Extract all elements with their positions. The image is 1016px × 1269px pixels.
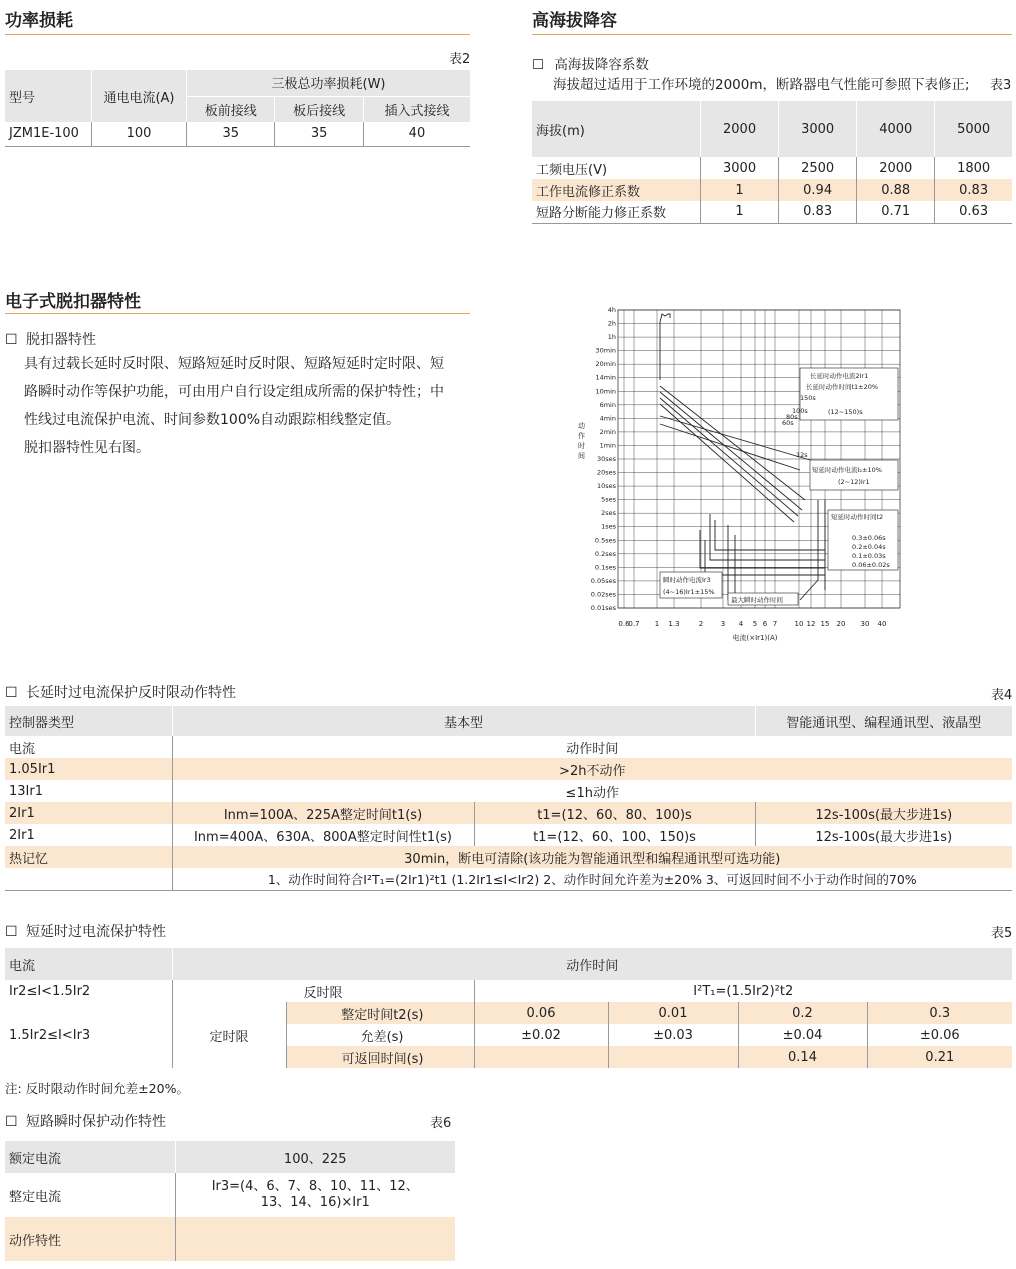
trip-curve-diagram: [560, 300, 905, 645]
x-tick-label: 15: [820, 620, 830, 628]
annotation-80s: 80s: [786, 413, 798, 421]
annotation-inst-range: (4~16)Ir1±15%: [663, 588, 715, 596]
checkbox-icon: ☐: [5, 685, 18, 701]
checkbox-icon: ☐: [5, 1114, 18, 1130]
header-plug: 插入式接线: [363, 96, 470, 122]
annotation-long-current: 长延时动作电流2Ir1: [810, 372, 869, 380]
x-tick-label: 12: [806, 620, 816, 628]
x-tick-label: 7: [772, 620, 778, 628]
y-tick-label: 0.2ses: [594, 549, 616, 558]
table-row: JZM1E-100 100 35 35 40: [5, 122, 470, 146]
y-tick-labels: [591, 306, 617, 612]
subtitle-long-delay: ☐ 长延时过电流保护反时限动作特性: [5, 685, 237, 701]
x-tick-label: 1: [654, 620, 660, 628]
table-row: 可返回时间(s) 0.14 0.21: [5, 1046, 1012, 1068]
checkbox-icon: ☐: [5, 924, 18, 940]
table-row: 13Ir1 ≤1h动作: [5, 780, 1012, 802]
annotation-long-range: (12~150)s: [828, 408, 863, 416]
subtitle-trip-unit: ☐ 脱扣器特性: [5, 332, 97, 348]
altitude-note: 海拔超过适用于工作环境的2000m，断路器电气性能可参照下表修正;: [553, 77, 970, 93]
y-axis-label: 动作时间: [578, 422, 585, 460]
checkbox-icon: ☐: [532, 57, 545, 73]
table-row: 工作电流修正系数 1 0.94 0.88 0.83: [532, 179, 1012, 201]
annotation-long-time: 长延时动作时间t1±20%: [806, 383, 879, 391]
header-loss: 三极总功率损耗(W): [187, 70, 471, 96]
annotation-60s: 60s: [782, 419, 794, 427]
table-row: 1、动作时间符合I²T₁=(2Ir1)²t1 (1.2Ir1≤I<Ir2) 2、动作时间允许差为±20% 3、可返回时间不小于动作时间的70%: [5, 868, 1012, 890]
x-tick-label: 1.3: [668, 620, 680, 628]
x-axis-label: 电流(×Ir1)(A): [732, 634, 778, 642]
annotation-t2-2: 0.1±0.03s: [852, 552, 886, 560]
x-tick-label: 30: [860, 620, 870, 628]
table-row: 2Ir1 Inm=400A、630A、800A整定时间性t1(s) t1=(12、60、100、150)s 12s-100s(最大步进1s): [5, 824, 1012, 846]
section-title-trip-unit: 电子式脱扣器特性: [5, 292, 141, 312]
checkbox-icon: ☐: [5, 332, 18, 348]
subtitle-short-delay: ☐ 短延时过电流保护特性: [5, 924, 167, 940]
annotation-150s: 150s: [800, 394, 816, 402]
table-tag: 表2: [449, 52, 471, 67]
table-row: 工频电压(V) 3000 2500 2000 1800: [532, 157, 1012, 179]
annotation-max-time: 最大瞬时动作时间: [731, 596, 783, 604]
annotation-t2-3: 0.06±0.02s: [852, 561, 890, 569]
y-tick-label: 4h: [607, 306, 616, 314]
table-row: 电流 动作时间: [5, 736, 1012, 758]
short-delay-step-1: [710, 514, 825, 560]
short-delay-note: 注: 反时限动作时间允差±20%。: [5, 1081, 189, 1096]
header-back: 板后接线: [275, 96, 363, 122]
y-tick-label: 0.1ses: [594, 563, 616, 572]
annotation-short-current: 短延时动作电流I₂±10%: [812, 466, 882, 474]
y-tick-label: 2ses: [601, 509, 616, 518]
y-tick-label: 5ses: [601, 495, 616, 504]
annotation-short-range: (2~12)Ir1: [838, 478, 870, 486]
section-rule: [532, 34, 1012, 35]
y-tick-label: 1min: [599, 441, 616, 450]
y-tick-label: 20ses: [596, 468, 616, 477]
long-delay-band-150s: [660, 386, 805, 500]
header-current: 通电电流(A): [92, 70, 187, 122]
annotation-inst-current: 瞬时动作电流Ir3: [663, 576, 711, 584]
table-row: 2Ir1 Inm=100A、225A整定时间t1(s) t1=(12、60、80、100)s 12s-100s(最大步进1s): [5, 802, 1012, 824]
table-tag: 表6: [430, 1116, 452, 1131]
annotation-short-time: 短延时动作时间t2: [831, 513, 884, 521]
short-delay-table: 电流 动作时间 Ir2≤I<1.5Ir2 反时限 I²T₁=(1.5Ir2)²t2 1.5Ir2≤I<Ir3 定时限 整定时间t2(s) 0.06 0.01 0.2 0.3 允差(s) ±0.02 ±0.03 ±0.04 ±0.06 可返回时间(s) 0.14 0.21: [5, 948, 1012, 1068]
header-front: 板前接线: [187, 96, 275, 122]
long-delay-band-12s-lower: [660, 424, 800, 470]
x-tick-label: 40: [877, 620, 887, 628]
table-tag: 表4: [991, 688, 1013, 703]
y-tick-label: 6min: [599, 400, 616, 409]
header-model: 型号: [9, 90, 36, 106]
short-delay-step-3: [700, 530, 825, 568]
y-tick-label: 1ses: [601, 522, 616, 531]
y-tick-label: 0.5ses: [594, 536, 616, 545]
x-tick-label: 4: [738, 620, 744, 628]
long-delay-band-80s: [660, 398, 798, 516]
table-row: 短路分断能力修正系数 1 0.83 0.71 0.63: [532, 201, 1012, 223]
max-instant-arrow: [800, 580, 818, 600]
y-tick-label: 10ses: [596, 482, 616, 491]
x-tick-labels: [618, 620, 886, 628]
y-tick-label: 0.02ses: [590, 590, 616, 599]
y-tick-label: 2h: [607, 319, 616, 328]
y-tick-label: 30min: [595, 346, 616, 355]
table-row: 整定电流 Ir3=(4、6、7、8、10、11、12、 13、14、16)×Ir1: [5, 1173, 455, 1217]
section-title-altitude: 高海拔降容: [532, 11, 617, 31]
annotation-100s: 100s: [792, 407, 808, 415]
x-tick-label: 20: [836, 620, 846, 628]
x-tick-label: 5: [752, 620, 758, 628]
section-rule: [5, 313, 470, 314]
trip-unit-description: 具有过载长延时反时限、短路短延时反时限、短路短延时定时限、短 路瞬时动作等保护功能，可由用户自行设定组成所需的保护特性；中 性线过电流保护电流、时间参数100%自动跟踪相线整定值。 脱扣器特性见右图。: [24, 356, 444, 456]
table-tag: 表3: [990, 78, 1012, 93]
long-delay-table: 控制器类型 基本型 智能通讯型、编程通讯型、液晶型 电流 动作时间 1.05Ir1 >2h不动作 13Ir1 ≤1h动作 2Ir1 Inm=100A、225A整定时间t1(s) t1=(12、60、80、100)s 12s-100s(最大步进1s) 2Ir1 Inm=400A、630A、800A整定时间性t1(s) t1=(12、60、100、150)s 12s-100s(最大步进1s) 热记忆 30min，断电可清除(该功能为智能通讯型和编程通讯型可选功能) 1、动作时间符合I²T₁=(2Ir1)²t1 (1.2Ir1≤I<Ir2) 2、动作时间允许差为±20% 3、可返回时间不小于动作时间的70%: [5, 706, 1012, 891]
section-rule: [5, 34, 470, 35]
x-tick-label: 3: [720, 620, 726, 628]
table-row: 1.5Ir2≤I<Ir3 定时限 整定时间t2(s) 0.06 0.01 0.2 0.3: [5, 1002, 1012, 1024]
table-row: 1.05Ir1 >2h不动作: [5, 758, 1012, 780]
altitude-table: 海拔(m) 2000 3000 4000 5000 工频电压(V) 3000 2500 2000 1800 工作电流修正系数 1 0.94 0.88 0.83 短路分断能力修正系数 1 0.83 0.71 0.63: [532, 101, 1012, 224]
subtitle-altitude: ☐ 高海拔降容系数: [532, 57, 649, 73]
table-row: 动作特性: [5, 1217, 455, 1261]
y-tick-label: 0.05ses: [590, 576, 616, 585]
table-row: 热记忆 30min，断电可清除(该功能为智能通讯型和编程通讯型可选功能): [5, 846, 1012, 868]
subtitle-instant: ☐ 短路瞬时保护动作特性: [5, 1114, 167, 1130]
table-row: Ir2≤I<1.5Ir2 反时限 I²T₁=(1.5Ir2)²t2: [5, 980, 1012, 1002]
y-tick-label: 20min: [595, 360, 616, 369]
annotation-t2-1: 0.2±0.04s: [852, 543, 886, 551]
power-loss-table: [5, 70, 470, 147]
x-tick-label: 6: [762, 620, 768, 628]
y-tick-label: 14min: [595, 373, 616, 382]
overload-start-curve: [660, 314, 670, 322]
section-title-power-loss: 功率损耗: [5, 11, 73, 31]
y-tick-label: 1h: [607, 333, 616, 342]
y-tick-label: 30ses: [596, 455, 616, 463]
y-tick-label: 2min: [599, 427, 616, 436]
x-tick-label: 0.6: [618, 620, 630, 628]
x-tick-label: 2: [698, 620, 704, 628]
table-row: 允差(s) ±0.02 ±0.03 ±0.04 ±0.06: [5, 1024, 1012, 1046]
table-tag: 表5: [991, 926, 1013, 941]
annotation-12s: 12s: [796, 451, 808, 459]
x-tick-label: 10: [794, 620, 804, 628]
instant-table: 额定电流 100、225 整定电流 Ir3=(4、6、7、8、10、11、12、 13、14、16)×Ir1 动作特性: [5, 1141, 455, 1261]
y-tick-label: 10min: [595, 387, 616, 396]
x-tick-label: 0.7: [628, 620, 640, 628]
annotation-t2-0: 0.3±0.06s: [852, 534, 886, 542]
y-tick-label: 4min: [599, 414, 616, 423]
y-tick-label: 0.01ses: [590, 604, 616, 612]
short-delay-step-2: [715, 520, 825, 550]
